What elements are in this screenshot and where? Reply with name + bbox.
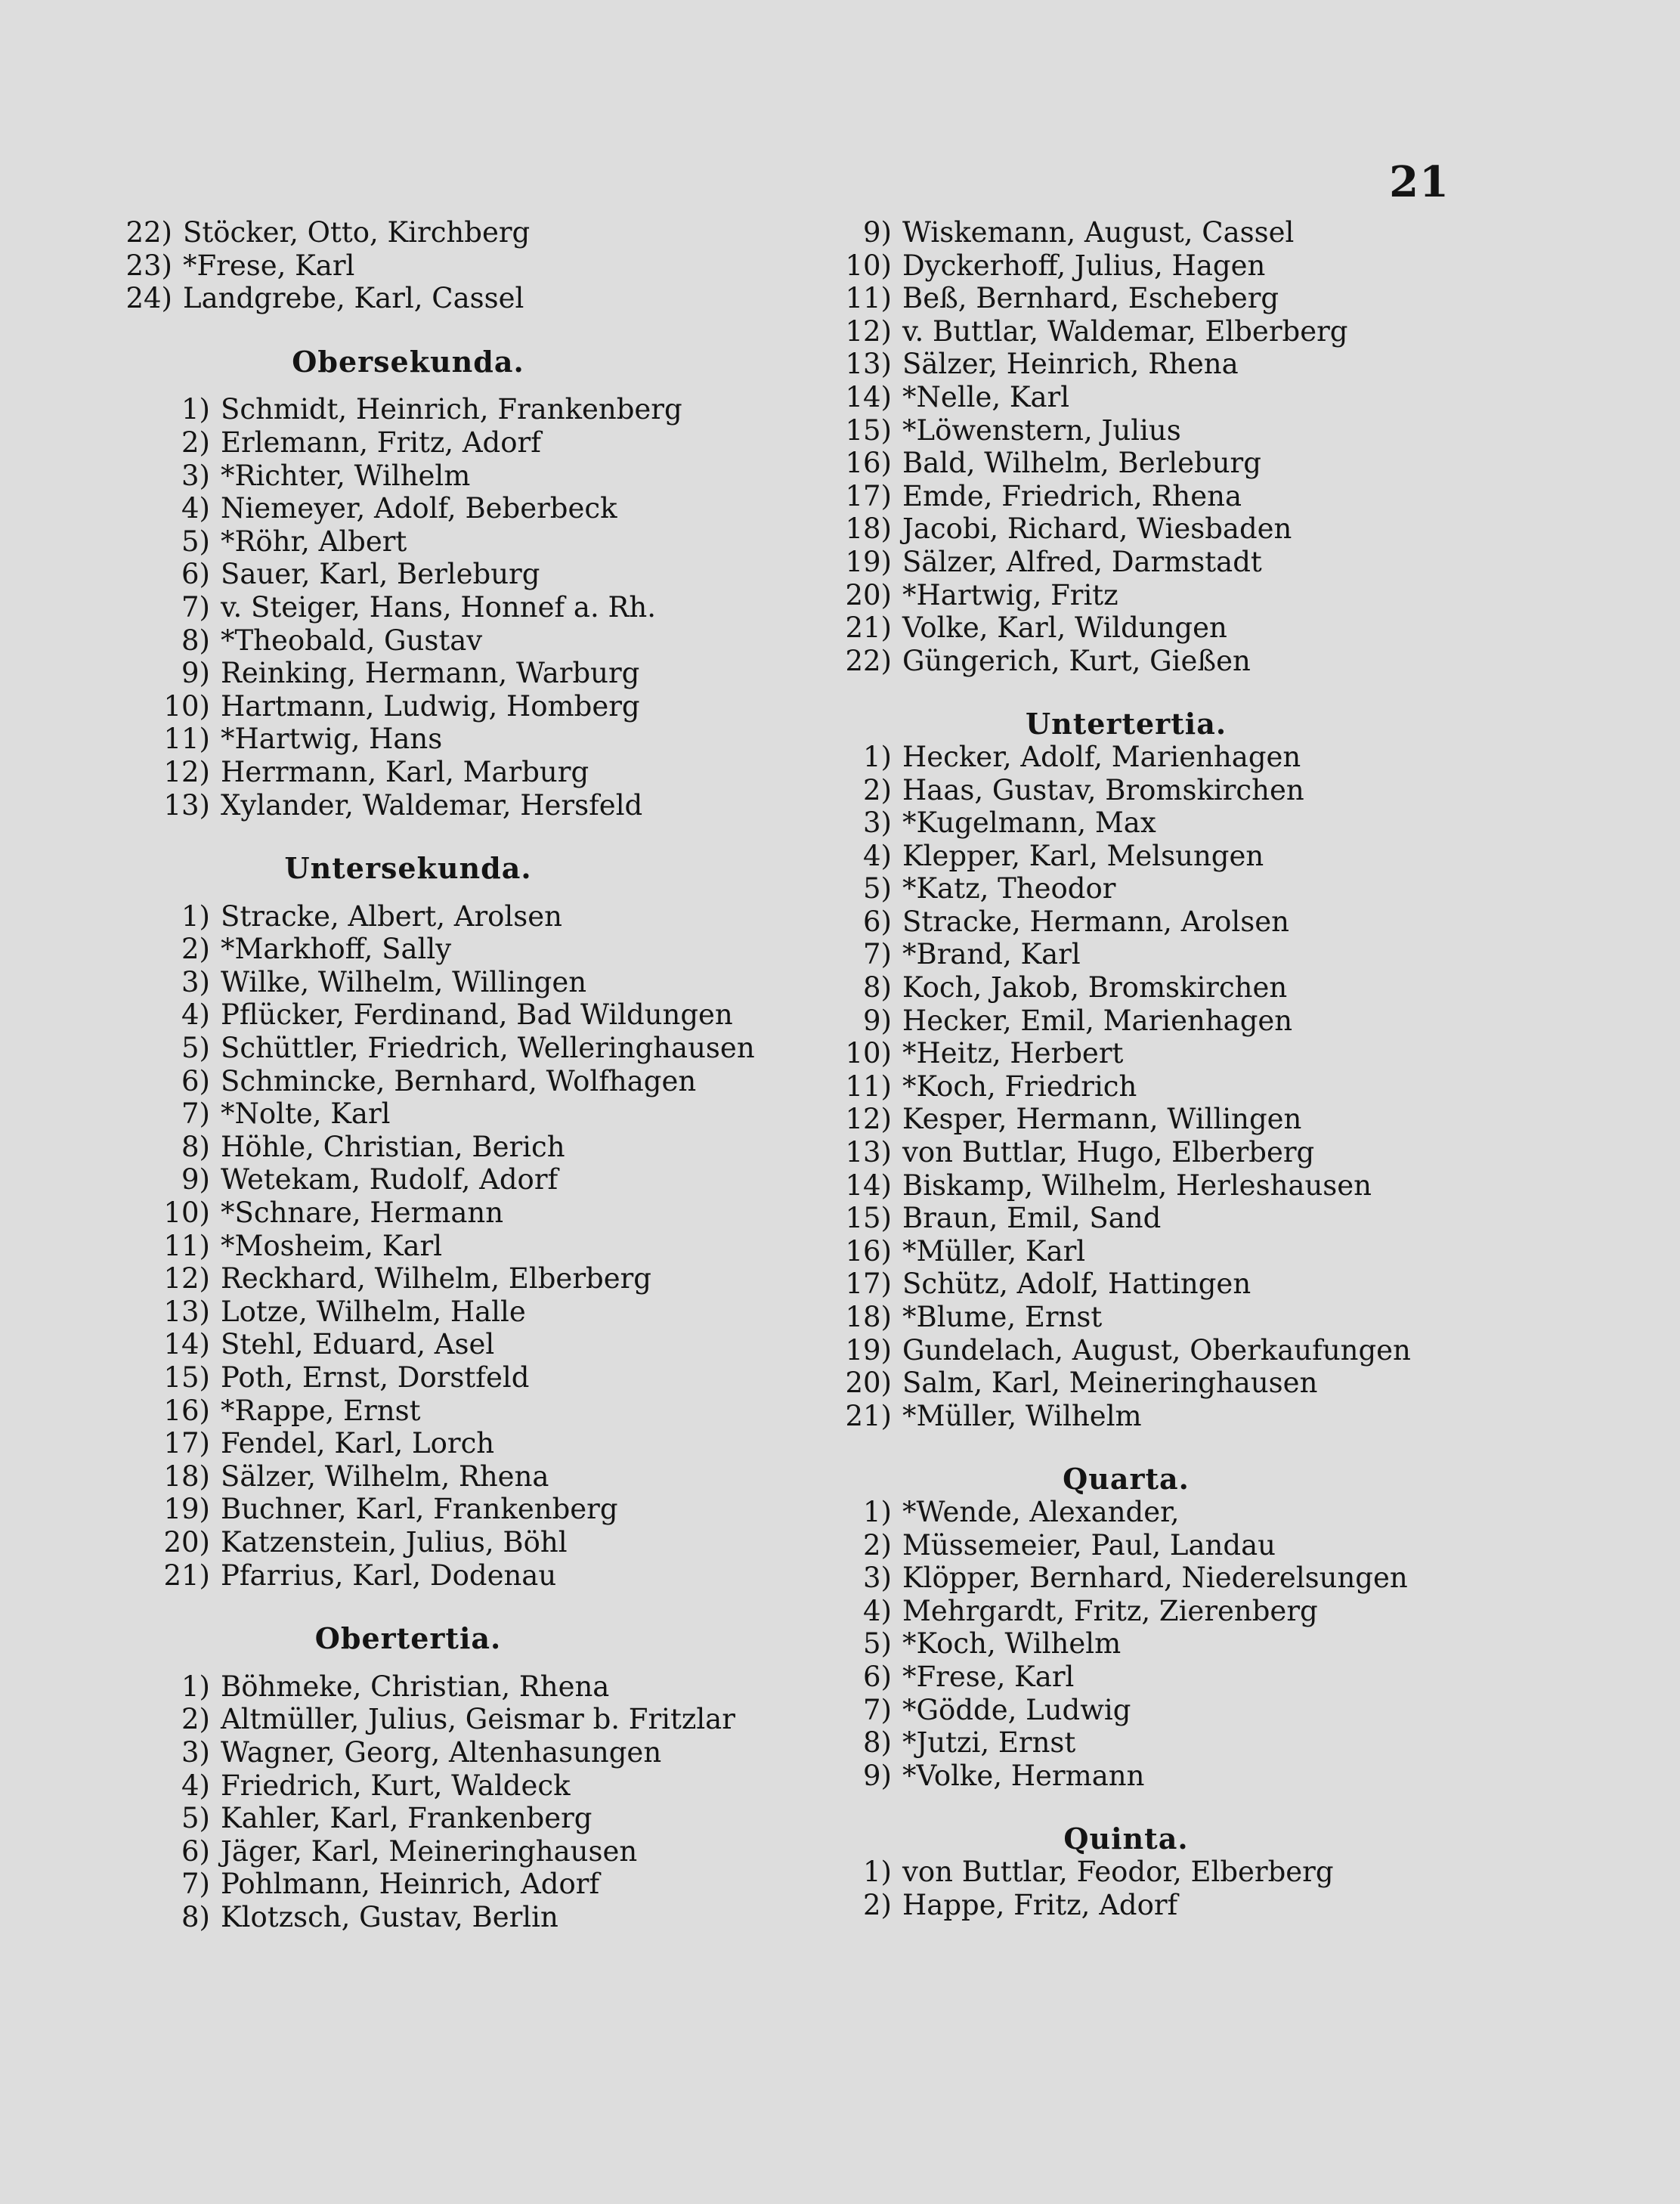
item-number: 11): [163, 723, 210, 756]
student-entry: Wetekam, Rudolf, Adorf: [221, 1163, 558, 1196]
list-item: [121, 1065, 801, 1098]
item-number: 9): [181, 657, 210, 690]
student-entry: Stöcker, Otto, Kirchberg: [183, 216, 531, 249]
section-list-obersekunda: [121, 393, 801, 822]
item-number: 1): [863, 1495, 892, 1528]
item-number: 5): [863, 1627, 892, 1661]
list-item: [121, 282, 801, 315]
item-number: 3): [863, 1562, 892, 1595]
list-item: [121, 1460, 801, 1494]
list-item: [816, 872, 1496, 905]
student-entry: Beß, Bernhard, Escheberg: [902, 282, 1279, 315]
section-list-quinta: [816, 1856, 1496, 1921]
list-item: [816, 905, 1496, 939]
student-entry: Wagner, Georg, Altenhasungen: [221, 1735, 662, 1769]
student-entry: Wiskemann, August, Cassel: [902, 216, 1295, 249]
item-number: 16): [845, 447, 892, 480]
item-number: 3): [181, 1735, 210, 1769]
list-item: [816, 1004, 1496, 1038]
item-number: 7): [863, 1693, 892, 1726]
item-number: 18): [163, 1460, 210, 1493]
student-entry: Erlemann, Fritz, Adorf: [221, 426, 541, 459]
student-entry: Hecker, Adolf, Marienhagen: [902, 740, 1301, 773]
student-entry: Pflücker, Ferdinand, Bad Wildungen: [221, 998, 733, 1032]
item-number: 21): [163, 1559, 210, 1592]
student-entry: Wilke, Wilhelm, Willingen: [221, 965, 587, 998]
list-item: [121, 249, 801, 283]
student-entry: *Rappe, Ernst: [221, 1394, 421, 1427]
student-entry: Volke, Karl, Wildungen: [902, 611, 1227, 645]
section-heading-untertertia: Untertertia.: [1025, 707, 1227, 741]
list-item: [121, 1703, 801, 1736]
student-entry: *Brand, Karl: [902, 938, 1081, 971]
list-item: [816, 348, 1496, 381]
item-number: 4): [181, 492, 210, 525]
item-number: 15): [163, 1361, 210, 1394]
item-number: 2): [181, 1703, 210, 1736]
item-number: 14): [845, 380, 892, 413]
list-item: [816, 1334, 1496, 1367]
item-number: 10): [163, 689, 210, 723]
list-item: [816, 1202, 1496, 1235]
list-item: [816, 1169, 1496, 1203]
list-item: [816, 1889, 1496, 1922]
list-item: [816, 1661, 1496, 1694]
item-number: 8): [181, 1900, 210, 1933]
item-number: 6): [181, 1064, 210, 1097]
item-number: 2): [863, 1528, 892, 1562]
student-entry: Müssemeier, Paul, Landau: [902, 1528, 1276, 1562]
list-item: [121, 1493, 801, 1526]
student-entry: *Blume, Ernst: [902, 1301, 1103, 1333]
student-entry: Fendel, Karl, Lorch: [221, 1427, 495, 1460]
student-entry: *Heitz, Herbert: [902, 1037, 1124, 1070]
item-number: 13): [163, 1295, 210, 1328]
student-entry: *Katz, Theodor: [902, 872, 1116, 905]
list-item: [121, 1868, 801, 1901]
list-item: [816, 282, 1496, 315]
list-item: [121, 624, 801, 658]
item-number: 6): [863, 1660, 892, 1693]
list-item: [121, 1526, 801, 1559]
student-entry: Salm, Karl, Meineringhausen: [902, 1367, 1318, 1400]
item-number: 17): [163, 1427, 210, 1460]
student-entry: Kesper, Hermann, Willingen: [902, 1103, 1302, 1136]
item-number: 12): [845, 1103, 892, 1136]
student-entry: Lotze, Wilhelm, Halle: [221, 1295, 526, 1328]
item-number: 8): [863, 971, 892, 1004]
list-item: [816, 611, 1496, 645]
list-item: [816, 1595, 1496, 1628]
list-item: [121, 933, 801, 966]
student-entry: Niemeyer, Adolf, Beberbeck: [221, 492, 617, 525]
student-entry: Böhmeke, Christian, Rhena: [221, 1670, 610, 1703]
list-item: [121, 1230, 801, 1263]
list-item: [121, 1361, 801, 1395]
item-number: 1): [863, 1855, 892, 1888]
item-number: 7): [181, 1097, 210, 1131]
item-number: 19): [845, 1333, 892, 1367]
student-entry: Klepper, Karl, Melsungen: [902, 839, 1264, 872]
student-entry: Gundelach, August, Oberkaufungen: [902, 1333, 1411, 1367]
list-item: [121, 998, 801, 1032]
list-item: [121, 558, 801, 591]
item-number: 14): [163, 1328, 210, 1361]
item-number: 20): [163, 1525, 210, 1559]
item-number: 9): [863, 216, 892, 249]
list-item: [121, 1032, 801, 1065]
item-number: 14): [845, 1169, 892, 1202]
section-heading-untersekunda: Untersekunda.: [284, 851, 532, 886]
list-item: [816, 480, 1496, 513]
student-entry: *Wende, Alexander,: [902, 1495, 1180, 1528]
list-item: [816, 447, 1496, 480]
student-entry: Sauer, Karl, Berleburg: [221, 558, 540, 591]
student-entry: Sälzer, Alfred, Darmstadt: [902, 545, 1262, 578]
list-item: [816, 1070, 1496, 1104]
list-item: [816, 381, 1496, 414]
list-item: [121, 1559, 801, 1593]
list-item: [816, 249, 1496, 283]
section-list-quarta: [816, 1496, 1496, 1792]
student-entry: *Röhr, Albert: [221, 525, 407, 558]
student-entry: Reckhard, Wilhelm, Elberberg: [221, 1262, 651, 1295]
list-item: [121, 756, 801, 789]
item-number: 4): [863, 839, 892, 872]
list-item: [816, 741, 1496, 774]
student-entry: *Kugelmann, Max: [902, 806, 1156, 840]
list-item: [816, 512, 1496, 546]
item-number: 2): [181, 933, 210, 966]
list-item: [816, 806, 1496, 840]
section-list-untertertia: [816, 741, 1496, 1432]
item-number: 20): [845, 578, 892, 611]
item-number: 21): [845, 1399, 892, 1432]
student-entry: *Koch, Wilhelm: [902, 1627, 1122, 1661]
list-item: [121, 1835, 801, 1868]
list-item: [121, 1427, 801, 1460]
list-continued: [816, 216, 1496, 677]
item-number: 5): [863, 872, 892, 905]
student-entry: Biskamp, Wilhelm, Herleshausen: [902, 1169, 1372, 1202]
item-number: 6): [863, 905, 892, 938]
list-item: [121, 1395, 801, 1428]
list-item: [121, 789, 801, 822]
list-item: [121, 393, 801, 426]
student-entry: *Müller, Karl: [902, 1234, 1086, 1268]
list-item: [121, 1670, 801, 1704]
student-entry: Schütz, Adolf, Hattingen: [902, 1268, 1251, 1301]
item-number: 10): [163, 1196, 210, 1230]
student-entry: von Buttlar, Hugo, Elberberg: [902, 1136, 1315, 1169]
student-entry: Klotzsch, Gustav, Berlin: [221, 1900, 558, 1933]
item-number: 18): [845, 512, 892, 546]
section-list-untersekunda: [121, 900, 801, 1592]
item-number: 11): [845, 282, 892, 315]
list-item: [121, 1769, 801, 1803]
list-item: [816, 1103, 1496, 1136]
student-entry: Friedrich, Kurt, Waldeck: [221, 1769, 571, 1802]
item-number: 17): [845, 479, 892, 512]
student-entry: Kahler, Karl, Frankenberg: [221, 1802, 592, 1835]
list-item: [121, 1196, 801, 1230]
list-item: [816, 1562, 1496, 1595]
student-entry: *Markhoff, Sally: [221, 933, 452, 966]
section-heading-obertertia: Obertertia.: [314, 1621, 502, 1656]
list-item: [816, 1726, 1496, 1760]
student-entry: v. Buttlar, Waldemar, Elberberg: [902, 314, 1348, 348]
list-item: [816, 840, 1496, 873]
item-number: 15): [845, 1202, 892, 1235]
student-entry: Haas, Gustav, Bromskirchen: [902, 773, 1304, 806]
list-item: [816, 216, 1496, 249]
section-heading-quinta: Quinta.: [1063, 1822, 1189, 1856]
list-item: [816, 1235, 1496, 1268]
item-number: 2): [181, 426, 210, 459]
list-item: [121, 1097, 801, 1131]
item-number: 13): [163, 788, 210, 822]
student-entry: *Koch, Friedrich: [902, 1069, 1137, 1103]
item-number: 12): [163, 1262, 210, 1295]
student-entry: *Hartwig, Hans: [221, 723, 443, 756]
item-number: 15): [845, 413, 892, 447]
list-item: [121, 657, 801, 690]
list-item: [816, 1760, 1496, 1793]
item-number: 13): [845, 1136, 892, 1169]
student-entry: Jäger, Karl, Meineringhausen: [221, 1834, 638, 1868]
student-entry: von Buttlar, Feodor, Elberberg: [902, 1855, 1334, 1888]
item-number: 13): [845, 348, 892, 381]
item-number: 3): [181, 459, 210, 492]
item-number: 18): [845, 1301, 892, 1333]
list-item: [121, 690, 801, 723]
list-item: [121, 460, 801, 493]
student-entry: *Richter, Wilhelm: [221, 459, 471, 492]
student-entry: Katzenstein, Julius, Böhl: [221, 1525, 568, 1559]
item-number: 3): [863, 806, 892, 840]
item-number: 5): [181, 1802, 210, 1835]
list-item: [816, 1496, 1496, 1529]
section-heading-quarta: Quarta.: [1063, 1462, 1190, 1497]
list-item: [121, 1262, 801, 1295]
student-entry: *Gödde, Ludwig: [902, 1693, 1131, 1726]
student-entry: Hartmann, Ludwig, Homberg: [221, 689, 640, 723]
item-number: 19): [845, 545, 892, 578]
student-entry: *Müller, Wilhelm: [902, 1399, 1142, 1432]
student-entry: Schmidt, Heinrich, Frankenberg: [221, 393, 682, 426]
student-entry: *Hartwig, Fritz: [902, 578, 1118, 611]
list-item: [816, 1367, 1496, 1400]
student-entry: Schmincke, Bernhard, Wolfhagen: [221, 1064, 697, 1097]
list-item: [121, 492, 801, 525]
item-number: 21): [845, 611, 892, 645]
student-entry: Reinking, Hermann, Warburg: [221, 657, 640, 690]
student-entry: *Volke, Hermann: [902, 1759, 1145, 1792]
section-list-obertertia: [121, 1670, 801, 1934]
item-number: 1): [181, 1670, 210, 1703]
student-entry: *Jutzi, Ernst: [902, 1726, 1076, 1760]
item-number: 2): [863, 773, 892, 806]
list-item: [816, 414, 1496, 447]
item-number: 23): [125, 249, 172, 282]
item-number: 7): [181, 1868, 210, 1901]
list-item: [121, 1131, 801, 1164]
list-item: [121, 1901, 801, 1934]
item-number: 7): [181, 590, 210, 624]
list-item: [816, 938, 1496, 971]
student-entry: *Mosheim, Karl: [221, 1229, 443, 1262]
item-number: 6): [181, 558, 210, 591]
item-number: 1): [181, 393, 210, 426]
student-entry: Pohlmann, Heinrich, Adorf: [221, 1868, 600, 1901]
item-number: 2): [863, 1888, 892, 1921]
list-item: [121, 426, 801, 460]
item-number: 10): [845, 1037, 892, 1070]
student-entry: Xylander, Waldemar, Hersfeld: [221, 788, 643, 822]
list-item: [816, 1627, 1496, 1661]
student-entry: v. Steiger, Hans, Honnef a. Rh.: [221, 590, 656, 624]
item-number: 11): [163, 1229, 210, 1262]
item-number: 5): [181, 525, 210, 558]
student-entry: Stracke, Albert, Arolsen: [221, 899, 562, 933]
student-entry: *Schnare, Hermann: [221, 1196, 504, 1230]
right-column: [816, 216, 1496, 1921]
page-number: 21: [1389, 157, 1450, 207]
item-number: 9): [863, 1759, 892, 1792]
item-number: 6): [181, 1834, 210, 1868]
item-number: 22): [125, 216, 172, 249]
student-entry: *Theobald, Gustav: [221, 624, 483, 657]
item-number: 4): [181, 1769, 210, 1802]
item-number: 16): [845, 1234, 892, 1268]
list-item: [121, 1736, 801, 1769]
list-item: [121, 1328, 801, 1361]
student-entry: Landgrebe, Karl, Cassel: [183, 282, 524, 315]
list-item: [121, 1163, 801, 1196]
item-number: 4): [181, 998, 210, 1032]
student-entry: Klöpper, Bernhard, Niederelsungen: [902, 1562, 1408, 1595]
student-entry: Koch, Jakob, Bromskirchen: [902, 971, 1288, 1004]
student-entry: Poth, Ernst, Dorstfeld: [221, 1361, 530, 1394]
student-entry: Dyckerhoff, Julius, Hagen: [902, 249, 1266, 282]
student-entry: *Löwenstern, Julius: [902, 413, 1181, 447]
item-number: 19): [163, 1493, 210, 1526]
list-item: [816, 1268, 1496, 1301]
list-item: [121, 966, 801, 999]
list-item: [816, 315, 1496, 348]
student-entry: Happe, Fritz, Adorf: [902, 1888, 1178, 1921]
list-item: [816, 1529, 1496, 1562]
list-item: [121, 723, 801, 756]
student-entry: Höhle, Christian, Berich: [221, 1130, 565, 1163]
student-entry: Buchner, Karl, Frankenberg: [221, 1493, 618, 1526]
student-entry: Herrmann, Karl, Marburg: [221, 755, 589, 788]
item-number: 12): [845, 314, 892, 348]
item-number: 8): [181, 1130, 210, 1163]
student-entry: *Frese, Karl: [902, 1660, 1075, 1693]
student-entry: Emde, Friedrich, Rhena: [902, 479, 1242, 512]
item-number: 20): [845, 1367, 892, 1400]
item-number: 8): [863, 1726, 892, 1760]
student-entry: Sälzer, Heinrich, Rhena: [902, 348, 1239, 381]
student-entry: *Nelle, Karl: [902, 380, 1070, 413]
item-number: 12): [163, 755, 210, 788]
list-item: [816, 1856, 1496, 1889]
list-item: [816, 1301, 1496, 1334]
list-item: [816, 1037, 1496, 1070]
student-entry: *Frese, Karl: [183, 249, 355, 282]
list-item: [121, 591, 801, 624]
item-number: 1): [863, 740, 892, 773]
list-item: [816, 1136, 1496, 1169]
item-number: 16): [163, 1394, 210, 1427]
item-number: 22): [845, 644, 892, 677]
item-number: 5): [181, 1032, 210, 1065]
list-item: [121, 1802, 801, 1835]
item-number: 9): [181, 1163, 210, 1196]
list-item: [816, 645, 1496, 678]
left-column: [121, 216, 801, 1934]
item-number: 24): [125, 282, 172, 315]
list-item: [816, 1694, 1496, 1727]
list-item: [816, 1400, 1496, 1433]
list-continued: [121, 216, 801, 315]
section-heading-obersekunda: Obersekunda.: [292, 344, 524, 379]
item-number: 8): [181, 624, 210, 657]
item-number: 10): [845, 249, 892, 282]
student-entry: Stehl, Eduard, Asel: [221, 1328, 495, 1361]
item-number: 11): [845, 1069, 892, 1103]
list-item: [816, 774, 1496, 807]
item-number: 3): [181, 965, 210, 998]
item-number: 7): [863, 938, 892, 971]
item-number: 17): [845, 1268, 892, 1301]
list-item: [121, 216, 801, 249]
item-number: 4): [863, 1594, 892, 1627]
list-item: [121, 525, 801, 559]
student-entry: Sälzer, Wilhelm, Rhena: [221, 1460, 549, 1493]
student-entry: Altmüller, Julius, Geismar b. Fritzlar: [221, 1703, 735, 1736]
student-entry: Hecker, Emil, Marienhagen: [902, 1004, 1293, 1037]
list-item: [816, 971, 1496, 1004]
student-entry: *Nolte, Karl: [221, 1097, 391, 1131]
student-entry: Stracke, Hermann, Arolsen: [902, 905, 1289, 938]
student-entry: Mehrgardt, Fritz, Zierenberg: [902, 1594, 1318, 1627]
item-number: 9): [863, 1004, 892, 1037]
list-item: [121, 900, 801, 933]
student-entry: Pfarrius, Karl, Dodenau: [221, 1559, 557, 1592]
list-item: [816, 579, 1496, 612]
student-entry: Güngerich, Kurt, Gießen: [902, 644, 1251, 677]
student-entry: Bald, Wilhelm, Berleburg: [902, 447, 1261, 480]
list-item: [816, 546, 1496, 579]
item-number: 1): [181, 899, 210, 933]
list-item: [121, 1295, 801, 1329]
student-entry: Braun, Emil, Sand: [902, 1202, 1162, 1235]
student-entry: Jacobi, Richard, Wiesbaden: [902, 512, 1292, 546]
student-entry: Schüttler, Friedrich, Welleringhausen: [221, 1032, 755, 1065]
